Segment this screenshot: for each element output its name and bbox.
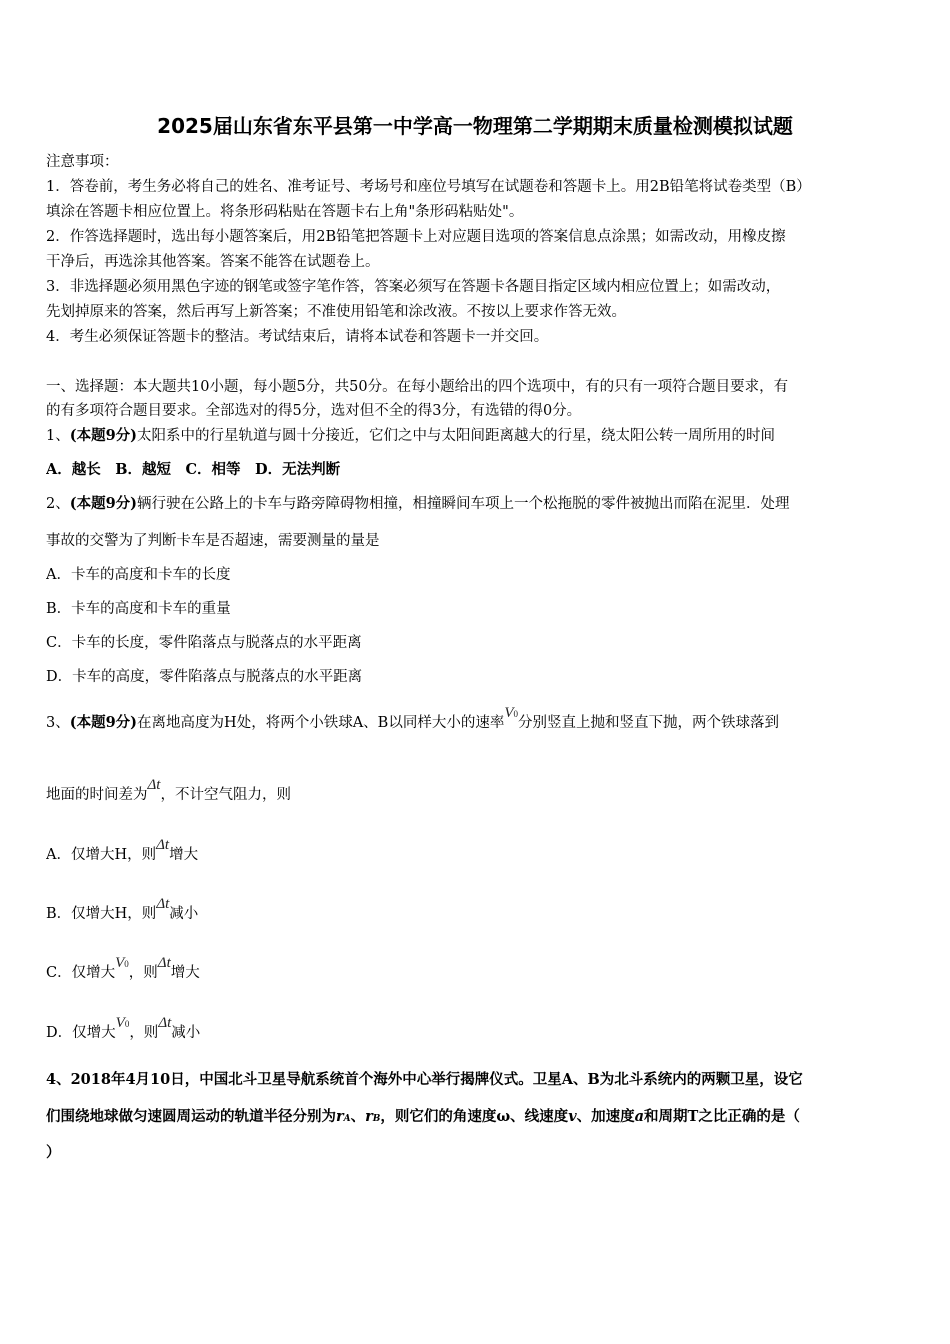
delta-t-symbol: Δt <box>157 956 171 971</box>
velocity-symbol: V0 <box>115 1016 130 1031</box>
section-line-1: 一、选择题：本大题共10小题，每小题5分，共50分。在每小题给出的四个选项中，有的只有一项符合题目要求，有 <box>46 379 789 395</box>
question-text: 太阳系中的行星轨道与圆十分接近，它们之中与太阳间距离越大的行星，绕太阳公转一周所用的时间 <box>137 428 776 444</box>
question-4-stem-1: 4、2018年4月10日，中国北斗卫星导航系统首个海外中心举行揭牌仪式。卫星A、B为北斗系统内的两颗卫星，设它 <box>46 1071 803 1088</box>
question-number: 2、 <box>46 496 70 512</box>
question-1-stem <box>46 426 908 446</box>
question-2-option-c: C．卡车的长度，零件陷落点与脱落点的水平距离 <box>46 635 362 651</box>
notice-line-7: 4．考生必须保证答题卡的整洁。考试结束后，请将本试卷和答题卡一并交回。 <box>46 329 549 345</box>
section-line-2: 的有多项符合题目要求。全部选对的得5分，选对但不全的得3分，有选错的得0分。 <box>46 403 582 419</box>
question-3-option-a: A．仅增大H，则Δt增大 <box>46 838 199 863</box>
question-2-option-d: D．卡车的高度，零件陷落点与脱落点的水平距离 <box>46 669 363 685</box>
question-3-stem-1 <box>46 706 908 740</box>
question-tag: (本题9分) <box>69 427 138 444</box>
question-1-options: A．越长 B．越短 C．相等 D．无法判断 <box>46 461 341 478</box>
notice-line-5: 3．非选择题必须用黑色字迹的钢笔或签字笔作答，答案必须写在答题卡各题目指定区域内相应位置上；如需改动， <box>46 279 781 295</box>
question-2-stem-1 <box>46 494 908 514</box>
notice-line-6: 先划掉原来的答案，然后再写上新答案；不准使用铅笔和涂改液。不按以上要求作答无效。 <box>46 304 626 320</box>
notice-line-4: 干净后，再选涂其他答案。答案不能答在试题卷上。 <box>46 254 380 270</box>
question-4-stem-2: 们围绕地球做匀速圆周运动的轨道半径分别为rA、rB，则它们的角速度ω、线速度v、加速度a和周期T之比正确的是（ <box>46 1108 800 1125</box>
notice-line-2: 填涂在答题卡相应位置上。将条形码粘贴在答题卡右上角"条形码粘贴处"。 <box>46 204 524 220</box>
velocity-symbol: V0 <box>504 706 518 721</box>
radius-b: rB <box>365 1108 381 1125</box>
radius-a: rA <box>336 1108 351 1125</box>
delta-t-symbol: Δt <box>156 838 170 853</box>
delta-t-symbol: Δt <box>156 897 170 912</box>
page-title: 2025届山东省东平县第一中学高一物理第二学期期末质量检测模拟试题 <box>157 114 793 138</box>
question-tag: (本题9分) <box>69 495 138 512</box>
velocity-symbol: V0 <box>115 956 129 971</box>
question-2-option-a: A．卡车的高度和卡车的长度 <box>46 567 231 583</box>
question-3-stem-2: 地面的时间差为Δt，不计空气阻力，则 <box>46 778 291 803</box>
notice-heading: 注意事项： <box>46 154 119 170</box>
notice-line-3: 2．作答选择题时，选出每小题答案后，用2B铅笔把答题卡上对应题目选项的答案信息点涂黑；如需改动，用橡皮擦 <box>46 229 786 245</box>
delta-t-symbol: Δt <box>158 1016 172 1031</box>
question-text: 分别竖直上抛和竖直下抛，两个铁球落到 <box>518 715 779 731</box>
question-3-option-c: C．仅增大V0，则Δt增大 <box>46 956 200 981</box>
question-text: 辆行驶在公路上的卡车与路旁障碍物相撞，相撞瞬间车项上一个松拖脱的零件被抛出而陷在泥里．处理 <box>137 496 790 512</box>
question-tag: (本题9分) <box>69 714 138 731</box>
question-3-option-d: D．仅增大V0，则Δt减小 <box>46 1016 201 1041</box>
delta-t-symbol: Δt <box>147 778 161 793</box>
question-number: 1、 <box>46 428 70 444</box>
question-3-option-b: B．仅增大H，则Δt减小 <box>46 897 199 922</box>
question-2-stem-2: 事故的交警为了判断卡车是否超速，需要测量的量是 <box>46 533 380 549</box>
question-2-option-b: B．卡车的高度和卡车的重量 <box>46 601 231 617</box>
question-text: 在离地高度为H处，将两个小铁球A、B以同样大小的速率 <box>137 715 505 731</box>
question-4-stem-3: ） <box>46 1144 61 1161</box>
notice-line-1: 1．答卷前，考生务必将自己的姓名、准考证号、考场号和座位号填写在试题卷和答题卡上。用2B铅笔将试卷类型（B） <box>46 179 811 195</box>
question-number: 3、 <box>46 715 70 731</box>
